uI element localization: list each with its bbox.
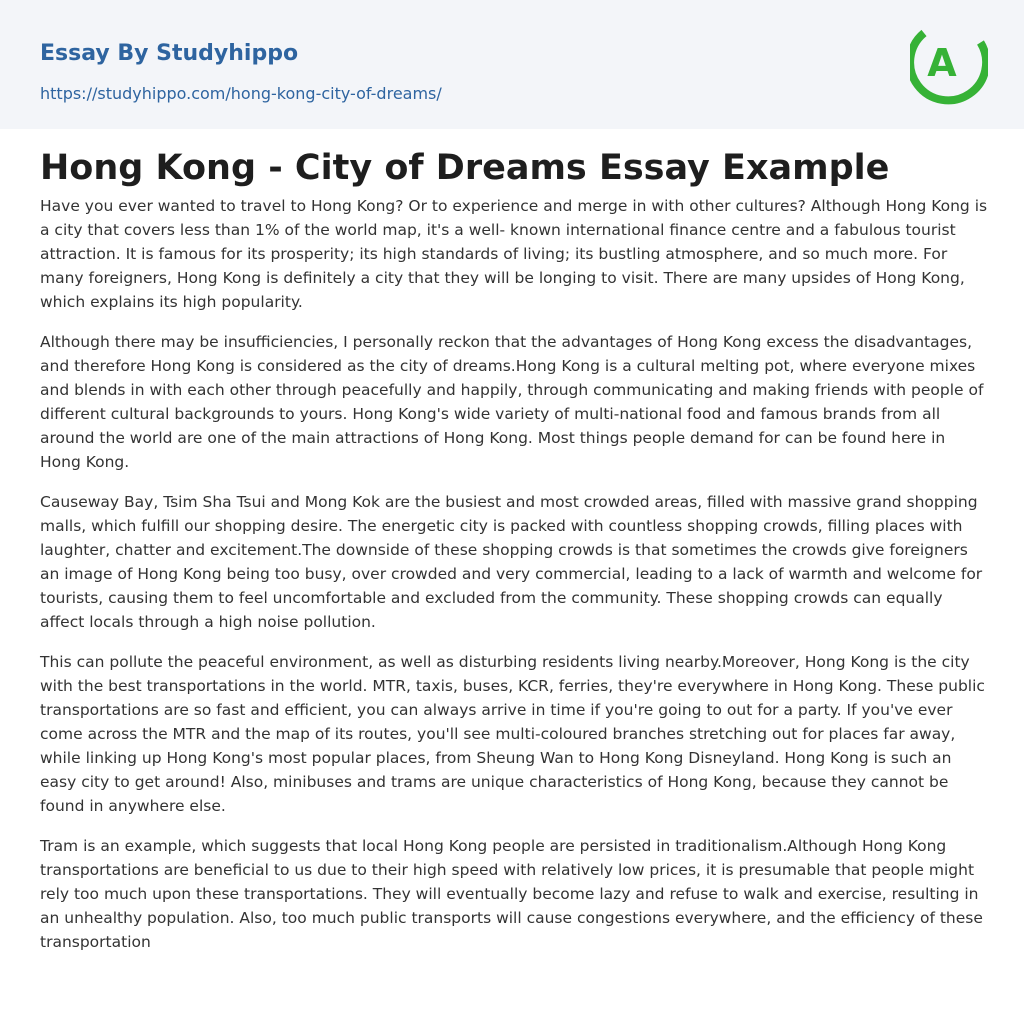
studyhippo-logo-icon[interactable] — [910, 18, 988, 106]
essay-body — [40, 194, 990, 970]
essay-paragraph: Although there may be insufficiencies, I personally reckon that the advantages of Hong Kong excess the disadvantages, and therefore Hong Kong is considered as the city of dreams.Hong Kong is a cultural melting pot, where everyone mixes and blends in with each other through peacefully and happily, through communicating and making friends with people of different cultural backgrounds to yours. Hong Kong's wide variety of multi-national food and famous brands from all around the world are one of the main attractions of Hong Kong. Most things people demand for can be found here in Hong Kong. — [40, 333, 984, 471]
site-header — [0, 0, 1024, 129]
page-url-link[interactable]: https://studyhippo.com/hong-kong-city-of-dreams/ — [40, 84, 442, 103]
site-brand[interactable]: Essay By Studyhippo — [40, 41, 299, 66]
essay-paragraph: Tram is an example, which suggests that local Hong Kong people are persisted in traditionalism.Although Hong Kong transportations are beneficial to us due to their high speed with relatively low prices, it is presumable that people might rely too much upon these transportations. They will eventually become lazy and refuse to walk and exercise, resulting in an unhealthy population. Also, too much public transports will cause congestions everywhere, and the efficiency of these transportation — [40, 837, 983, 951]
essay-title: Hong Kong - City of Dreams Essay Example — [40, 148, 890, 188]
essay-paragraph: Causeway Bay, Tsim Sha Tsui and Mong Kok are the busiest and most crowded areas, filled with massive grand shopping malls, which fulfill our shopping desire. The energetic city is packed with countless shopping crowds, filling places with laughter, chatter and excitement.The downside of these shopping crowds is that sometimes the crowds give foreigners an image of Hong Kong being too busy, over crowded and very commercial, leading to a lack of warmth and welcome for tourists, causing them to feel uncomfortable and excluded from the community. These shopping crowds can equally affect locals through a high noise pollution. — [40, 493, 983, 631]
essay-paragraph: This can pollute the peaceful environment, as well as disturbing residents living nearby.Moreover, Hong Kong is the city with the best transportations in the world. MTR, taxis, buses, KCR, ferries, they're everywhere in Hong Kong. These public transportations are so fast and efficient, you can always arrive in time if you're going to out for a party. If you've ever come across the MTR and the map of its routes, you'll see multi-coloured branches stretching out for places far away, while linking up Hong Kong's most popular places, from Sheung Wan to Hong Kong Disneyland. Hong Kong is such an easy city to get around! Also, minibuses and trams are unique characteristics of Hong Kong, because they cannot be found in anywhere else. — [40, 653, 985, 815]
essay-paragraph: Have you ever wanted to travel to Hong Kong? Or to experience and merge in with other cultures? Although Hong Kong is a city that covers less than 1% of the world map, it's a well- known international finance centre and a fabulous tourist attraction. It is famous for its prosperity; its high standards of living; its bustling atmosphere, and so much more. For many foreigners, Hong Kong is definitely a city that they will be longing to visit. There are many upsides of Hong Kong, which explains its high popularity. — [40, 197, 988, 311]
logo-letter: A — [927, 41, 957, 85]
